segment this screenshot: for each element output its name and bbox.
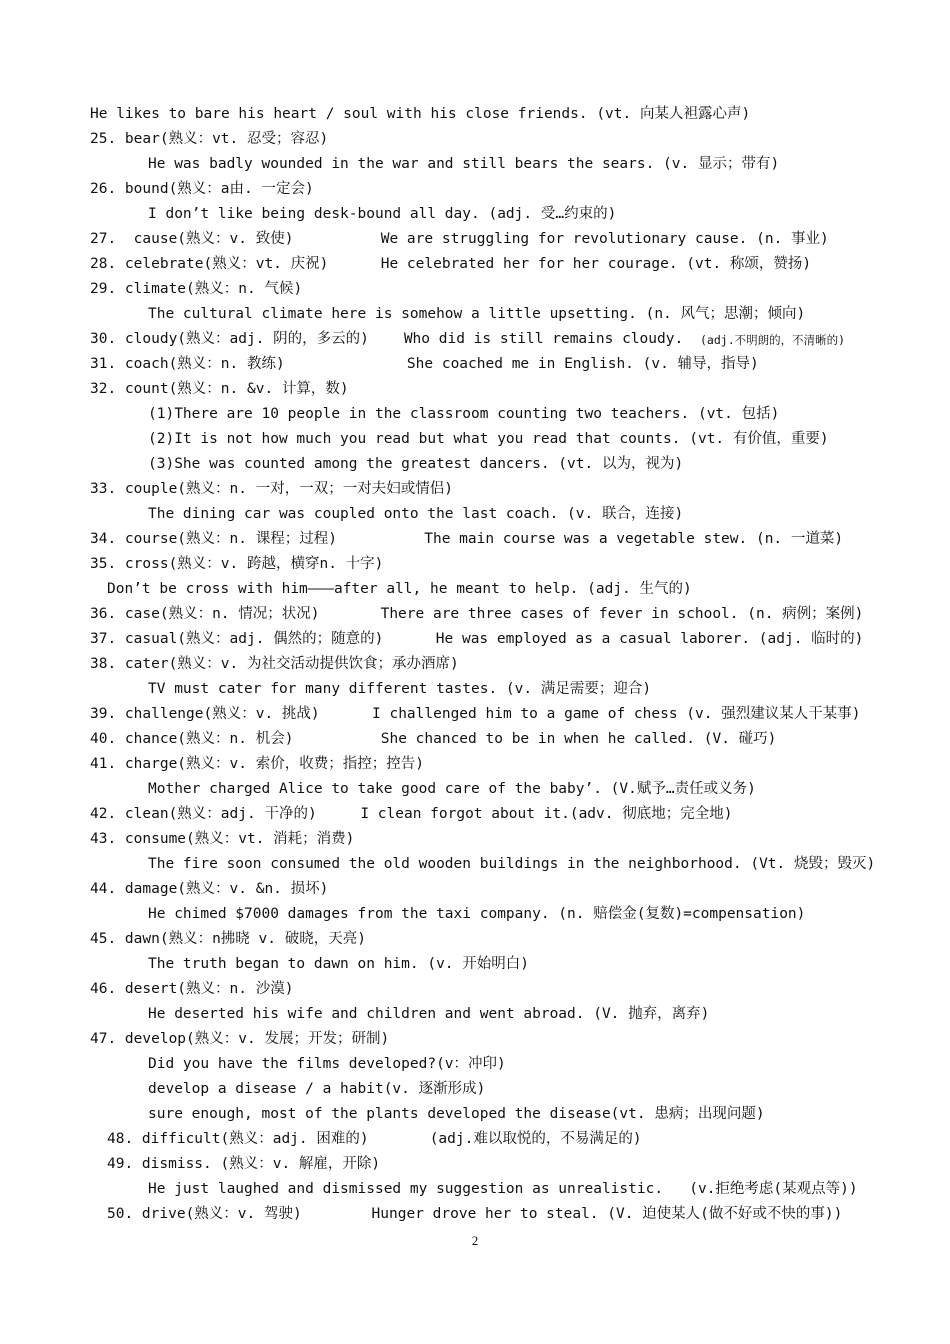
page-number: 2 xyxy=(471,1233,479,1248)
entry-heading: 29. climate(熟义：n. 气候) xyxy=(90,281,303,297)
entry-heading: 46. desert(熟义：n. 沙漠) xyxy=(90,981,294,997)
entry-heading: 48. difficult(熟义：adj. 困难的) (adj.难以取悦的，不易满足的) xyxy=(107,1131,642,1147)
example-line: Mother charged Alice to take good care of the baby’. (V.赋予…责任或义务) xyxy=(148,781,756,797)
entry-heading: 36. case(熟义：n. 情况；状况) There are three cases of fever in school. (n. 病例；案例) xyxy=(90,606,864,622)
example-line: sure enough, most of the plants developed the disease(vt. 患病；出现问题) xyxy=(148,1106,765,1122)
example-line: The cultural climate here is somehow a little upsetting. (n. 风气；思潮；倾向) xyxy=(148,306,806,322)
entry-heading: 42. clean(熟义：adj. 干净的) I clean forgot about it.(adv. 彻底地；完全地) xyxy=(90,806,733,822)
example-line: TV must cater for many different tastes. (v. 满足需要；迎合) xyxy=(148,681,652,697)
entry-heading: 34. course(熟义：n. 课程；过程) The main course was a vegetable stew. (n. 一道菜) xyxy=(90,531,844,547)
text-line: He likes to bare his heart / soul with his close friends. (vt. 向某人袒露心声) xyxy=(90,106,751,122)
entry-heading: 32. count(熟义：n. &v. 计算，数) xyxy=(90,381,349,397)
entry-heading: 45. dawn(熟义：n拂晓 v. 破晓，天亮) xyxy=(90,931,366,947)
example-line: Did you have the films developed?(v：冲印) xyxy=(148,1056,506,1072)
example-line: Don’t be cross with him———after all, he meant to help. (adj. 生气的) xyxy=(107,581,692,597)
entry-heading: 40. chance(熟义：n. 机会) She chanced to be in when he called. (V. 碰巧) xyxy=(90,731,777,747)
example-line: He just laughed and dismissed my suggestion as unrealistic. (v.拒绝考虑(某观点等)) xyxy=(148,1181,858,1197)
entry-heading: 30. cloudy(熟义：adj. 阴的，多云的) Who did is still remains cloudy. xyxy=(90,331,684,347)
entry-heading: 37. casual(熟义：adj. 偶然的；随意的) He was employed as a casual laborer. (adj. 临时的) xyxy=(90,631,864,647)
entry-heading: 25. bear(熟义：vt. 忍受；容忍) xyxy=(90,131,329,147)
entry-heading: 28. celebrate(熟义：vt. 庆祝) He celebrated her for her courage. (vt. 称颂，赞扬) xyxy=(90,256,812,272)
example-line: (1)There are 10 people in the classroom counting two teachers. (vt. 包括) xyxy=(148,406,780,422)
example-line: The dining car was coupled onto the last coach. (v. 联合，连接) xyxy=(148,506,684,522)
example-line: He was badly wounded in the war and still bears the sears. (v. 显示；带有) xyxy=(148,156,780,172)
entry-heading: 26. bound(熟义：a由. 一定会) xyxy=(90,181,314,197)
example-line: He deserted his wife and children and went abroad. (V. 抛弃，离弃) xyxy=(148,1006,710,1022)
example-line: He chimed $7000 damages from the taxi company. (n. 赔偿金(复数)=compensation) xyxy=(148,906,806,922)
entry-heading: 27. cause(熟义：v. 致使) We are struggling for revolutionary cause. (n. 事业) xyxy=(90,231,829,247)
entry-heading: 38. cater(熟义：v. 为社交活动提供饮食；承办酒席) xyxy=(90,656,459,672)
entry-heading: 39. challenge(熟义：v. 挑战) I challenged him to a game of chess (v. 强烈建议某人干某事) xyxy=(90,706,861,722)
example-line: I don’t like being desk-bound all day. (adj. 受…约束的) xyxy=(148,206,617,222)
entry-heading: 35. cross(熟义：v. 跨越，横穿n. 十字) xyxy=(90,556,384,572)
entry-heading: 44. damage(熟义：v. &n. 损坏) xyxy=(90,881,329,897)
entry-heading: 47. develop(熟义：v. 发展；开发；研制) xyxy=(90,1031,390,1047)
entry-heading: 31. coach(熟义：n. 教练) She coached me in English. (v. 辅导，指导) xyxy=(90,356,759,372)
example-line: The truth began to dawn on him. (v. 开始明白) xyxy=(148,956,529,972)
entry-heading: 33. couple(熟义：n. 一对，一双；一对夫妇或情侣) xyxy=(90,481,453,497)
meaning-note: (adj.不明朗的，不清晰的) xyxy=(700,333,846,347)
entry-heading: 50. drive(熟义：v. 驾驶) Hunger drove her to steal. (V. 迫使某人(做不好或不快的事)) xyxy=(107,1206,843,1222)
entry-heading: 43. consume(熟义：vt. 消耗；消费) xyxy=(90,831,355,847)
entry-heading: 41. charge(熟义：v. 索价，收费；指控；控告) xyxy=(90,756,424,772)
example-line: develop a disease / a habit(v. 逐渐形成) xyxy=(148,1081,486,1097)
example-line: (3)She was counted among the greatest dancers. (vt. 以为，视为) xyxy=(148,456,684,472)
example-line: The fire soon consumed the old wooden buildings in the neighborhood. (Vt. 烧毁；毁灭) xyxy=(148,856,876,872)
entry-heading: 49. dismiss. (熟义：v. 解雇，开除) xyxy=(107,1156,381,1172)
example-line: (2)It is not how much you read but what you read that counts. (vt. 有价值，重要) xyxy=(148,431,829,447)
